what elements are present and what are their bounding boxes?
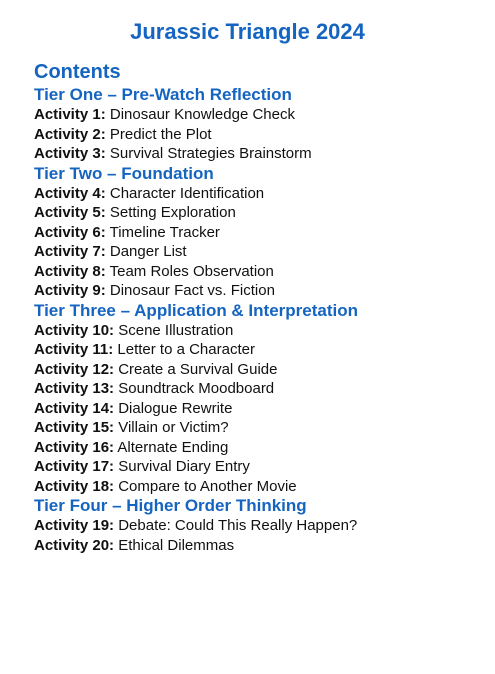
toc-entry	[34, 477, 474, 497]
toc-entry	[34, 242, 474, 262]
activity-label: Activity 18:	[34, 477, 115, 495]
activity-label: Activity 19:	[34, 517, 115, 534]
activity-label: Activity 14:	[34, 399, 115, 417]
toc-entry	[34, 536, 474, 556]
tier-heading-three: Tier Three – Application & Interpretation	[34, 300, 358, 320]
activity-title: Team Roles Observation	[109, 262, 274, 280]
activity-label: Activity 4:	[34, 184, 106, 202]
activity-label: Activity 6:	[34, 223, 106, 241]
activity-label: Activity 1:	[34, 106, 106, 123]
activity-title: Setting Exploration	[109, 204, 236, 221]
table-of-contents	[34, 59, 474, 555]
toc-entry	[34, 184, 474, 204]
activity-title: Debate: Could This Really Happen?	[118, 517, 358, 534]
activity-title: Danger List	[109, 243, 187, 260]
activity-title: Soundtrack Moodboard	[118, 380, 275, 397]
activity-title: Survival Strategies Brainstorm	[109, 145, 312, 162]
toc-entry	[34, 281, 474, 301]
toc-entry	[34, 223, 474, 243]
activity-title: Villain or Victim?	[118, 419, 229, 436]
toc-entry	[34, 379, 474, 399]
activity-label: Activity 20:	[34, 536, 115, 554]
activity-title: Ethical Dilemmas	[118, 536, 235, 554]
activity-label: Activity 13:	[34, 380, 115, 397]
document-title: Jurassic Triangle 2024	[130, 19, 365, 44]
activity-title: Create a Survival Guide	[118, 360, 278, 378]
activity-title: Predict the Plot	[109, 125, 212, 143]
activity-label: Activity 17:	[34, 458, 115, 475]
activity-title: Dinosaur Knowledge Check	[109, 106, 295, 123]
activity-title: Dialogue Rewrite	[118, 399, 233, 417]
tier-heading-four: Tier Four – Higher Order Thinking	[34, 496, 307, 515]
toc-entry	[34, 438, 474, 458]
toc-entry	[34, 105, 474, 125]
toc-entry	[34, 418, 474, 438]
toc-entry	[34, 457, 474, 477]
activity-title: Survival Diary Entry	[118, 458, 250, 475]
toc-entry	[34, 399, 474, 419]
activity-label: Activity 16:	[34, 438, 115, 456]
activity-label: Activity 8:	[34, 262, 106, 280]
activity-label: Activity 11:	[34, 341, 114, 358]
activity-label: Activity 2:	[34, 125, 106, 143]
activity-label: Activity 3:	[34, 145, 106, 162]
tier-heading-two: Tier Two – Foundation	[34, 163, 214, 183]
toc-entry	[34, 360, 474, 380]
toc-entry	[34, 203, 474, 223]
toc-entry	[34, 516, 474, 536]
toc-entry	[34, 125, 474, 145]
activity-title: Character Identification	[109, 184, 265, 202]
toc-entry	[34, 144, 474, 164]
contents-heading: Contents	[34, 61, 121, 83]
activity-title: Letter to a Character	[117, 341, 255, 358]
activity-label: Activity 12:	[34, 360, 115, 378]
activity-title: Compare to Another Movie	[118, 477, 297, 495]
activity-label: Activity 7:	[34, 243, 106, 260]
toc-entry	[34, 340, 474, 360]
toc-entry	[34, 321, 474, 341]
activity-label: Activity 15:	[34, 419, 115, 436]
toc-entry	[34, 262, 474, 282]
activity-title: Dinosaur Fact vs. Fiction	[109, 282, 275, 299]
activity-label: Activity 5:	[34, 204, 106, 221]
activity-label: Activity 10:	[34, 321, 115, 339]
activity-title: Timeline Tracker	[109, 223, 220, 241]
activity-title: Scene Illustration	[118, 321, 234, 339]
activity-label: Activity 9:	[34, 282, 106, 299]
activity-title: Alternate Ending	[117, 438, 229, 456]
tier-heading-one: Tier One – Pre-Watch Reflection	[34, 85, 292, 104]
